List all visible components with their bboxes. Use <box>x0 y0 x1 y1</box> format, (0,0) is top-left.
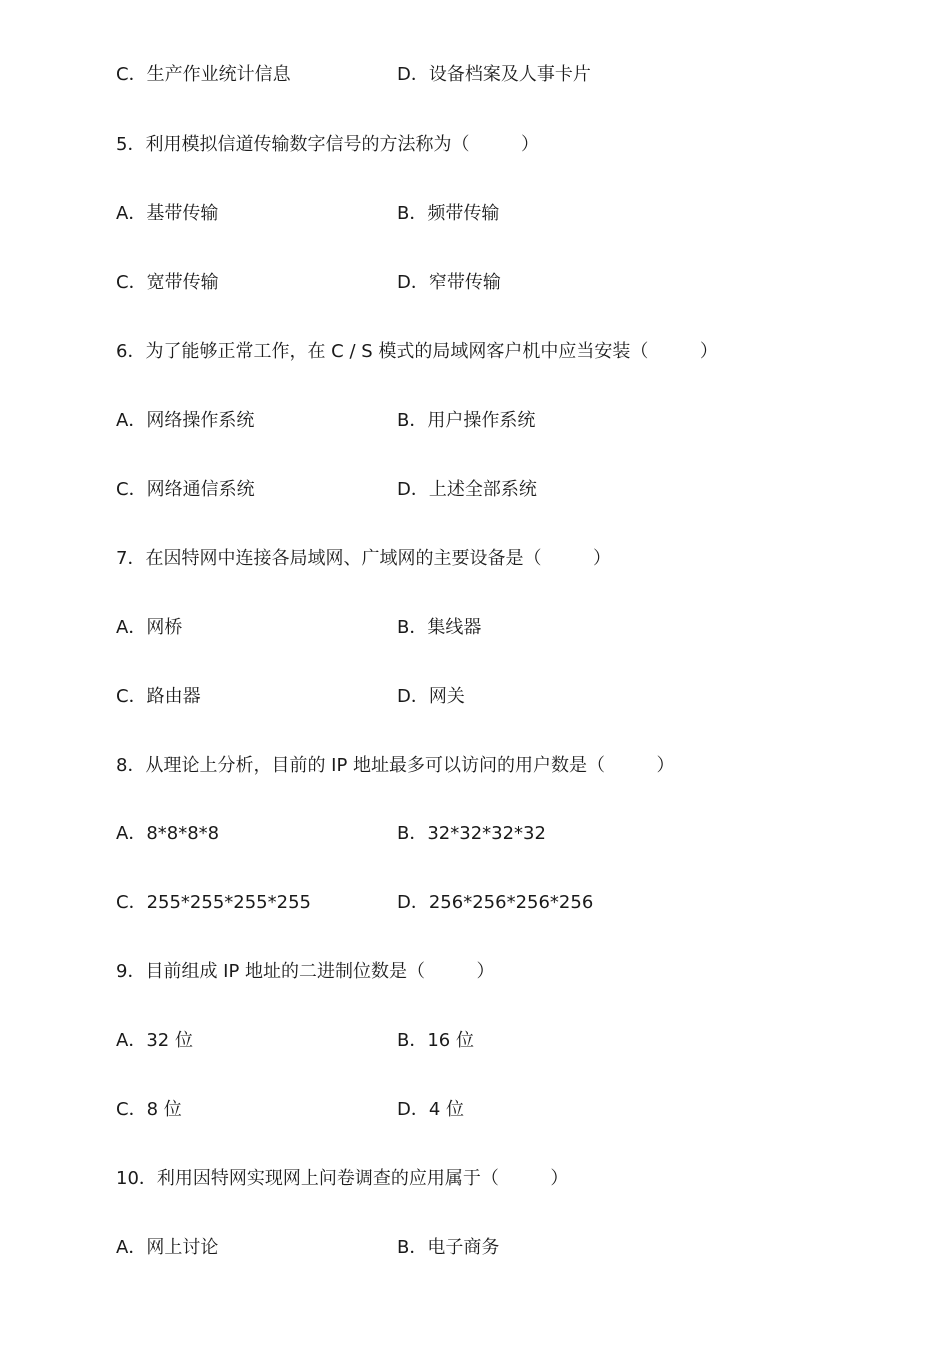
options-row-8-cd <box>116 889 910 917</box>
option-5a: A．基带传输 <box>116 203 219 224</box>
option-7d: D．网关 <box>397 686 465 707</box>
option-7c: C．路由器 <box>116 686 201 707</box>
options-row-5-cd <box>116 269 910 297</box>
option-8b: B．32*32*32*32 <box>397 823 546 844</box>
option-10a: A．网上讨论 <box>116 1237 219 1258</box>
option-7a: A．网桥 <box>116 617 183 638</box>
options-row-10-ab <box>116 1234 910 1262</box>
options-row-6-ab <box>116 407 910 435</box>
options-row-6-cd <box>116 476 910 504</box>
option-6d: D．上述全部系统 <box>397 479 537 500</box>
options-row-9-ab <box>116 1027 910 1055</box>
question-7: 7．在因特网中连接各局域网、广域网的主要设备是（ ） <box>116 548 611 569</box>
question-10: 10．利用因特网实现网上问卷调查的应用属于（ ） <box>116 1168 569 1189</box>
option-9c: C．8 位 <box>116 1099 182 1120</box>
option-8a: A．8*8*8*8 <box>116 823 220 844</box>
option-10b: B．电子商务 <box>397 1237 500 1258</box>
option-8c: C．255*255*255*255 <box>116 892 311 913</box>
question-6: 6．为了能够正常工作，在 C / S 模式的局域网客户机中应当安装（ ） <box>116 341 718 362</box>
option-4d: D．设备档案及人事卡片 <box>397 64 591 85</box>
options-row-4-cd <box>116 61 910 89</box>
options-row-7-cd <box>116 683 910 711</box>
question-5: 5．利用模拟信道传输数字信号的方法称为（ ） <box>116 134 539 155</box>
option-8d: D．256*256*256*256 <box>397 892 594 913</box>
options-row-8-ab <box>116 820 910 848</box>
options-row-9-cd <box>116 1096 910 1124</box>
options-row-5-ab <box>116 200 910 228</box>
option-6c: C．网络通信系统 <box>116 479 255 500</box>
option-5c: C．宽带传输 <box>116 272 219 293</box>
option-7b: B．集线器 <box>397 617 482 638</box>
question-9: 9．目前组成 IP 地址的二进制位数是（ ） <box>116 961 495 982</box>
options-row-7-ab <box>116 614 910 642</box>
option-5b: B．频带传输 <box>397 203 500 224</box>
option-9a: A．32 位 <box>116 1030 193 1051</box>
option-5d: D．窄带传输 <box>397 272 501 293</box>
question-8: 8．从理论上分析，目前的 IP 地址最多可以访问的用户数是（ ） <box>116 755 675 776</box>
option-9d: D．4 位 <box>397 1099 465 1120</box>
option-6b: B．用户操作系统 <box>397 410 536 431</box>
option-6a: A．网络操作系统 <box>116 410 255 431</box>
option-9b: B．16 位 <box>397 1030 474 1051</box>
option-4c: C．生产作业统计信息 <box>116 64 291 85</box>
